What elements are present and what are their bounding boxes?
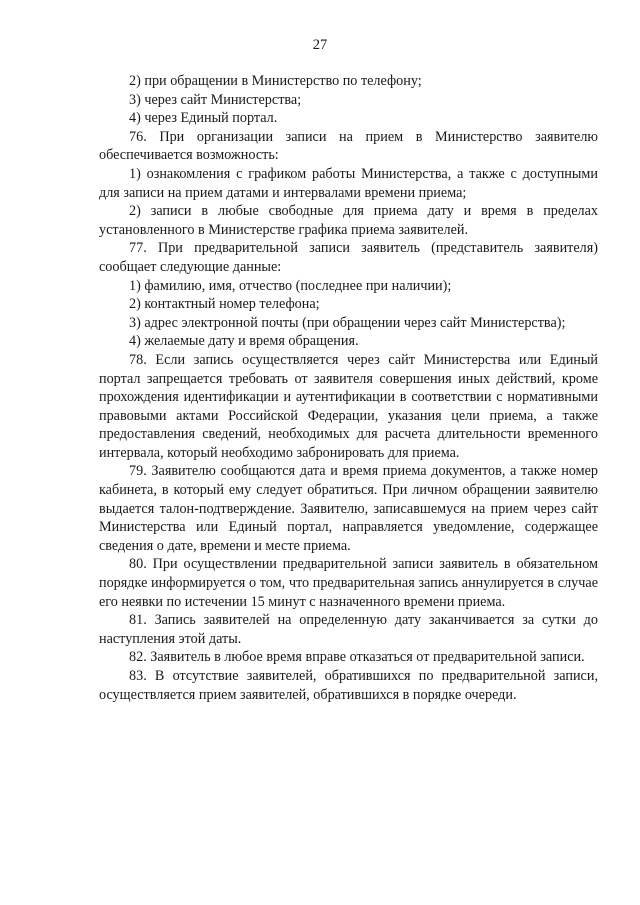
page-number: 27: [312, 37, 328, 53]
document-body: [99, 72, 598, 704]
paragraph-item-3-site: 3) через сайт Министерства;: [129, 91, 302, 108]
paragraph-76-item-2: 2) записи в любые свободные для приема дату и время в пределах установленного в Министерстве графика приема заявителей.: [99, 203, 598, 238]
paragraph-79: 79. Заявителю сообщаются дата и время приема документов, а также номер кабинета, в который ему следует обратиться. При личном обращении заявителю выдается талон-подтверждение. Заявителю, записавшемуся на прием через сайт Министерства или Единый портал, направляется уведомление, содержащее сведения о дате, времени и месте приема.: [99, 463, 598, 554]
paragraph-76-item-1: 1) ознакомления с графиком работы Министерства, а также с доступными для записи на прием датами и интервалами времени приема;: [99, 165, 598, 201]
paragraph-77-item-4: 4) желаемые дату и время обращения.: [129, 333, 359, 350]
paragraph-77: 77. При предварительной записи заявитель (представитель заявителя) сообщает следующие данные:: [99, 240, 598, 275]
paragraph-76: 76. При организации записи на прием в Министерство заявителю обеспечивается возможность:: [99, 128, 598, 164]
paragraph-78: 78. Если запись осуществляется через сайт Министерства или Единый портал запрещается требовать от заявителя совершения иных действий, кроме прохождения идентификации и аутентификации в соответствии с нормативными правовыми актами Российской Федерации, указания цели приема, а также предоставления сведений, необходимых для расчета длительности временного интервала, который необходимо забронировать для приема.: [99, 351, 598, 461]
paragraph-83: 83. В отсутствие заявителей, обратившихся по предварительной записи, осуществляется прием заявителей, обратившихся в порядке очереди.: [99, 668, 598, 703]
paragraph-77-item-1: 1) фамилию, имя, отчество (последнее при наличии);: [129, 277, 452, 294]
paragraph-77-item-3: 3) адрес электронной почты (при обращении через сайт Министерства);: [129, 314, 566, 331]
paragraph-item-2-phone: 2) при обращении в Министерство по телефону;: [129, 73, 422, 89]
paragraph-item-4-portal: 4) через Единый портал.: [129, 110, 278, 127]
paragraph-80: 80. При осуществлении предварительной записи заявитель в обязательном порядке информируется о том, что предварительная запись аннулируется в случае его неявки по истечении 15 минут с назначенного времени приема.: [99, 556, 598, 610]
paragraph-77-item-2: 2) контактный номер телефона;: [129, 296, 320, 313]
paragraph-82: 82. Заявитель в любое время вправе отказаться от предварительной записи.: [129, 649, 585, 666]
paragraph-81: 81. Запись заявителей на определенную дату заканчивается за сутки до наступления этой даты.: [99, 612, 598, 647]
